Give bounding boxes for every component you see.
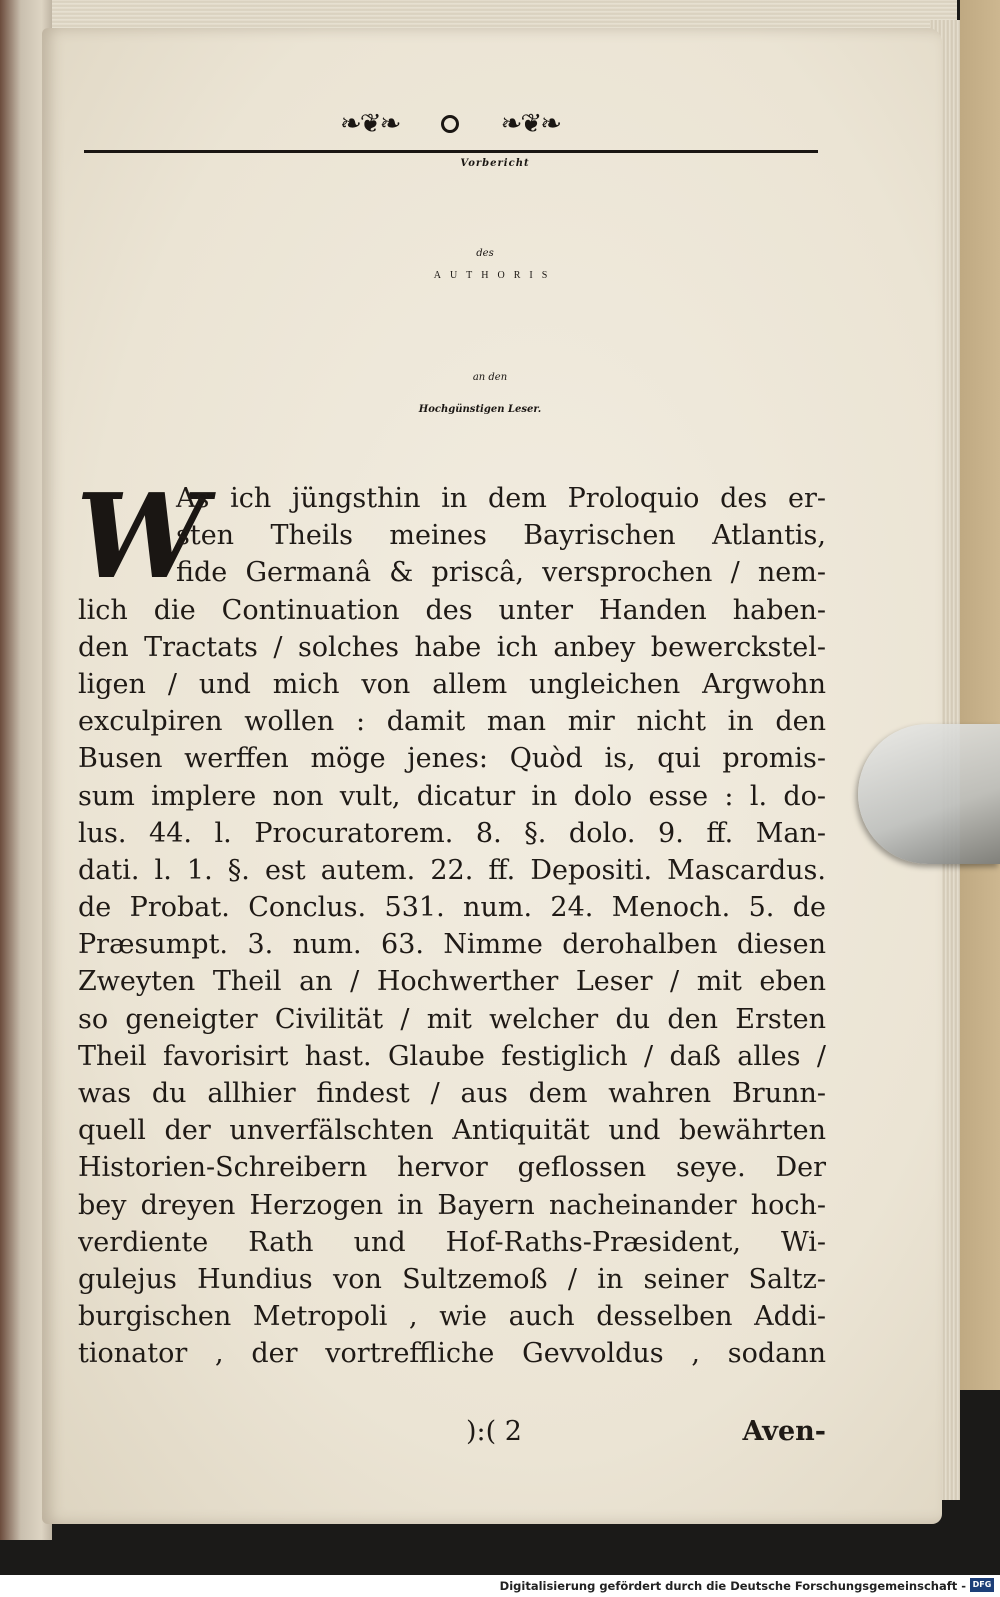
text-line: sten Theils meines Bayrischen Atlantis, — [176, 520, 826, 552]
text-line: burgischen Metropoli , wie auch desselben Addi- — [78, 1301, 826, 1333]
title-authoris: AUTHORIS — [433, 270, 557, 281]
title-des: des — [476, 248, 494, 259]
page-foot — [78, 1416, 826, 1452]
background-paper — [960, 0, 1000, 1390]
text-line: Theil favorisirt hast. Glaube festiglich / daß alles / — [78, 1040, 826, 1072]
text-line: Præsumpt. 3. num. 63. Nimme derohalben diesen — [78, 929, 826, 961]
text-line: lus. 44. l. Procuratorem. 8. §. dolo. 9. ff. Man- — [78, 817, 826, 849]
text-line: verdiente Rath und Hof-Raths-Præsident, Wi- — [78, 1226, 826, 1258]
text-line: quell der unverfälschten Antiquität und bewährten — [78, 1115, 826, 1147]
body-text — [76, 469, 826, 1373]
text-line: lich die Continuation des unter Handen haben- — [78, 594, 826, 626]
text-line: dati. l. 1. §. est autem. 22. ff. Depositi. Mascardus. — [78, 854, 826, 886]
catchword: Aven- — [742, 1416, 826, 1447]
text-line: sum implere non vult, dicatur in dolo esse : l. do- — [78, 780, 826, 812]
text-line: ligen / und mich von allem ungleichen Argwohn — [78, 668, 826, 700]
text-line: Zweyten Theil an / Hochwerther Leser / mit eben — [78, 966, 826, 998]
text-line: exculpiren wollen : damit man mir nicht in den — [78, 706, 826, 738]
header-ornament — [340, 104, 560, 144]
header-rule — [84, 150, 818, 153]
ornament-dot-icon — [441, 115, 459, 133]
text-line: Busen werffen möge jenes: Quòd is, qui promis- — [78, 743, 826, 775]
text-line: bey dreyen Herzogen in Bayern nacheinander hoch- — [78, 1189, 826, 1221]
signature-mark: ):( 2 — [466, 1416, 522, 1447]
dfg-logo: DFG — [970, 1578, 994, 1592]
text-line: gulejus Hundius von Sultzemoß / in seiner Saltz- — [78, 1263, 826, 1295]
page-subtitle: Hochgünstigen Leser. — [418, 404, 542, 415]
text-line: tionator , der vortreffliche Gevvoldus , sodann — [78, 1338, 826, 1370]
ornament-left-icon: ❧❦❧ — [340, 109, 400, 139]
text-line: so geneigter Civilität / mit welcher du den Ersten — [78, 1003, 826, 1035]
text-line: den Tractats / solches habe ich anbey bewerckstel- — [78, 631, 826, 663]
text-line: fide Germanâ & priscâ, versprochen / nem- — [176, 557, 826, 589]
page-title: Vorbericht — [460, 158, 530, 169]
ornament-right-icon: ❧❦❧ — [500, 109, 560, 139]
decorated-initial: W — [76, 469, 207, 605]
page-clip — [858, 724, 1000, 864]
text-line: As ich jüngsthin in dem Proloquio des er- — [176, 483, 826, 514]
title-an-den: an den — [472, 372, 508, 383]
text-line: Historien-Schreibern hervor geflossen seye. Der — [78, 1152, 826, 1184]
text-line: de Probat. Conclus. 531. num. 24. Menoch. 5. de — [78, 892, 826, 924]
dfg-credit: Digitalisierung gefördert durch die Deutsche Forschungsgemeinschaft - — [499, 1579, 966, 1593]
text-line: was du allhier findest / aus dem wahren Brunn- — [78, 1078, 826, 1109]
